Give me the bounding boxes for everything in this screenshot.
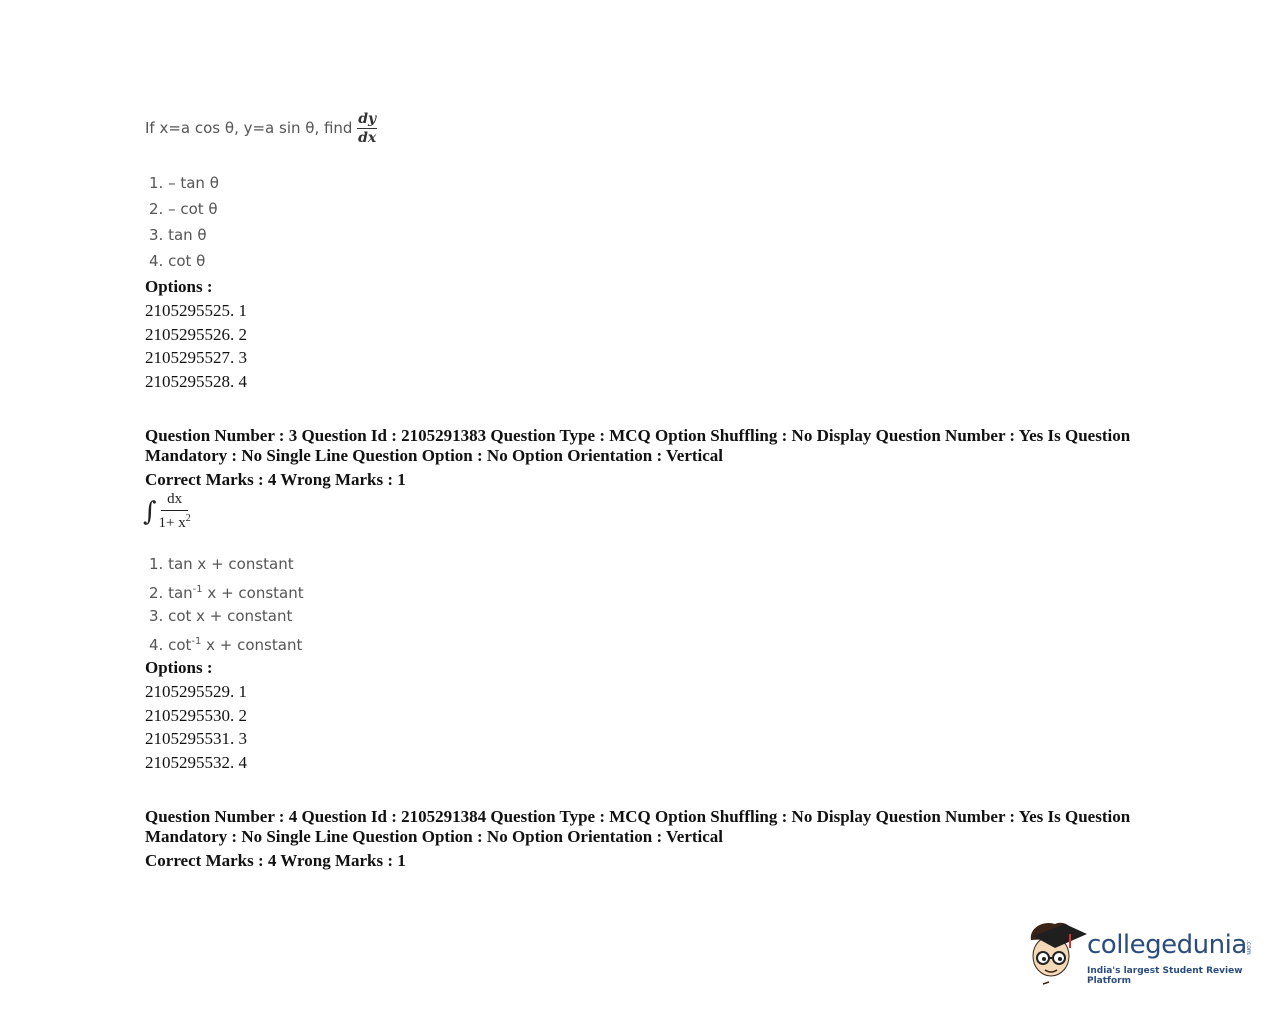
choice-text: 1. tan x + constant <box>149 555 294 573</box>
choice-item <box>149 603 304 629</box>
question-3-marks: Correct Marks : 4 Wrong Marks : 1 <box>145 470 406 489</box>
dy-dx-fraction <box>357 112 377 145</box>
choice-text: 4. cot <box>149 636 192 654</box>
option-id-row: 2105295529. 1 <box>145 682 247 701</box>
choice-text: 2. tan <box>149 584 193 602</box>
question-2-text <box>145 112 377 145</box>
question-3-options <box>145 656 247 775</box>
denominator-exponent: 2 <box>185 513 191 524</box>
choice-text: 3. cot x + constant <box>149 607 293 625</box>
option-id-row: 2105295527. 3 <box>145 348 247 368</box>
options-header: Options : <box>145 277 213 296</box>
collegedunia-logo <box>1025 918 1265 988</box>
choice-item: 1. – tan θ <box>149 174 219 192</box>
question-3-meta: Question Number : 3 Question Id : 2105291383 Question Type : MCQ Option Shuffling : No Display Question Number : Yes Is Question Mandatory : No Single Line Question Option : No Option Orientation : Vertical <box>145 426 1131 465</box>
question-4-meta: Question Number : 4 Question Id : 2105291384 Question Type : MCQ Option Shuffling : No Display Question Number : Yes Is Question Mandatory : No Single Line Question Option : No Option Orientation : Vertical <box>145 807 1131 846</box>
option-id-row: 2105295531. 3 <box>145 729 247 749</box>
logo-tagline: India's largest Student Review Platform <box>1087 966 1243 986</box>
integral-denominator <box>159 511 191 531</box>
logo-domain: .com <box>1245 940 1252 955</box>
integral-fraction <box>159 492 191 531</box>
option-id-row: 2105295525. 1 <box>145 301 247 320</box>
option-id-row: 2105295530. 2 <box>145 705 247 725</box>
question-3-integral <box>143 492 191 531</box>
choice-item <box>149 577 304 603</box>
options-header: Options : <box>145 658 213 677</box>
denominator-base: 1+ x <box>158 515 186 531</box>
question-4-marks: Correct Marks : 4 Wrong Marks : 1 <box>145 851 406 870</box>
integral-symbol: ∫ <box>143 496 157 527</box>
fraction-numerator: dy <box>358 111 377 127</box>
choice-suffix: x + constant <box>201 636 303 654</box>
question-2-prompt: If x=a cos θ, y=a sin θ, find <box>145 119 353 137</box>
choice-suffix: x + constant <box>202 584 304 602</box>
choice-item: 4. cot θ <box>149 252 206 270</box>
choice-item <box>149 551 304 577</box>
question-2-options <box>145 275 247 394</box>
choice-item: 2. – cot θ <box>149 200 218 218</box>
choice-superscript: -1 <box>192 584 203 595</box>
option-id-row: 2105295526. 2 <box>145 324 247 344</box>
mascot-icon <box>1025 918 1089 988</box>
fraction-denominator: dx <box>358 130 377 146</box>
question-2-choices <box>149 170 219 274</box>
logo-wordmark: collegedunia <box>1087 930 1247 960</box>
choice-item: 3. tan θ <box>149 226 207 244</box>
choice-superscript: -1 <box>191 636 202 647</box>
integral-numerator: dx <box>161 492 188 511</box>
question-3-choices <box>149 551 304 655</box>
choice-item <box>149 629 304 655</box>
option-id-row: 2105295532. 4 <box>145 753 247 773</box>
option-id-row: 2105295528. 4 <box>145 372 247 392</box>
